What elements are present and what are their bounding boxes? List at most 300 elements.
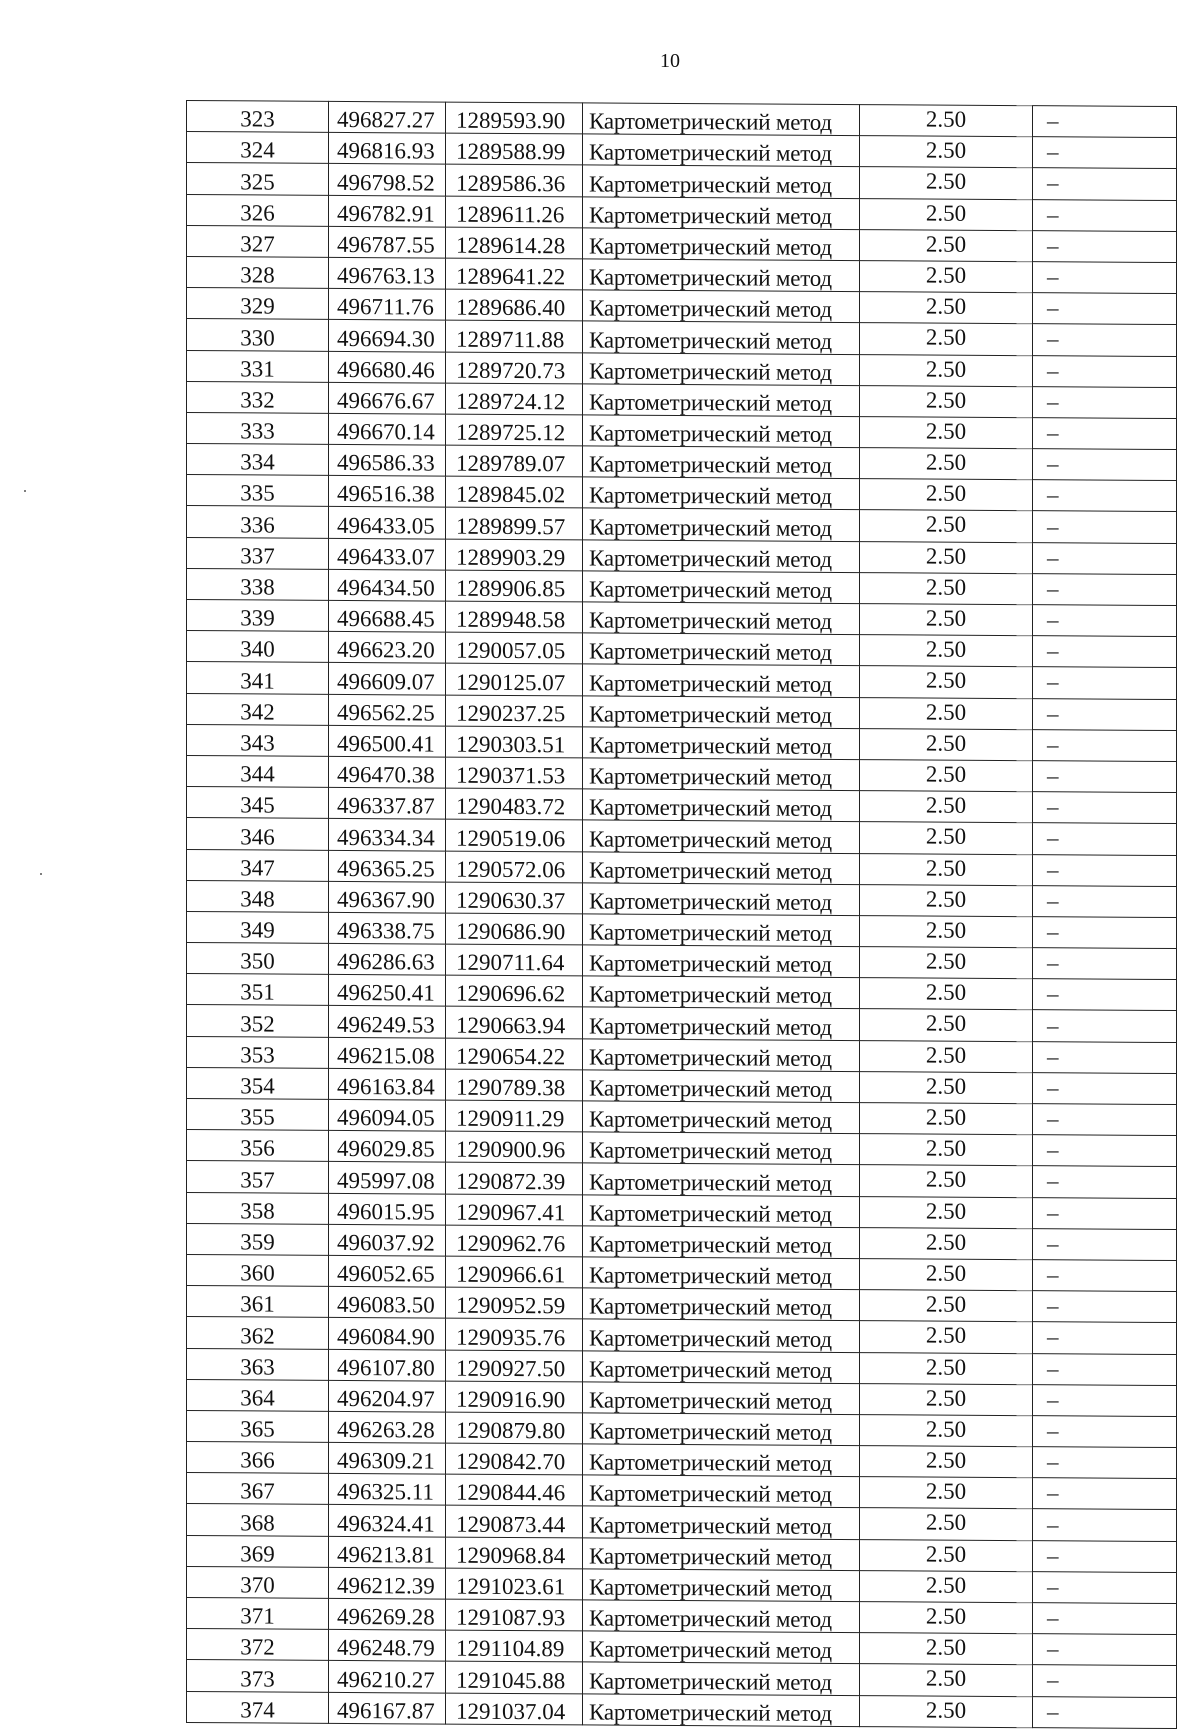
y-coordinate-cell: 1290968.84 xyxy=(446,1537,583,1569)
description-cell: – xyxy=(1033,1634,1177,1666)
x-coordinate-cell: 496167.87 xyxy=(329,1692,446,1724)
y-coordinate-cell: 1290962.76 xyxy=(446,1225,583,1257)
precision-cell: 2.50 xyxy=(860,1477,1033,1509)
precision-cell: 2.50 xyxy=(860,791,1033,823)
description-cell: – xyxy=(1033,761,1177,793)
description-cell: – xyxy=(1033,1384,1177,1416)
table-body xyxy=(187,101,1177,1729)
x-coordinate-cell: 496470.38 xyxy=(329,756,446,788)
point-number-cell: 341 xyxy=(187,662,329,694)
precision-cell: 2.50 xyxy=(860,1352,1033,1384)
x-coordinate-cell: 495997.08 xyxy=(329,1162,446,1194)
x-coordinate-cell: 496286.63 xyxy=(329,943,446,975)
point-number-cell: 329 xyxy=(187,288,329,320)
point-number-cell: 330 xyxy=(187,319,329,351)
x-coordinate-cell: 496816.93 xyxy=(329,133,446,165)
point-number-cell: 370 xyxy=(187,1566,329,1598)
x-coordinate-cell: 496623.20 xyxy=(329,632,446,664)
description-cell: – xyxy=(1033,636,1177,668)
precision-cell: 2.50 xyxy=(860,385,1033,417)
method-cell: Картометрический метод xyxy=(583,1194,860,1227)
precision-cell: 2.50 xyxy=(860,292,1033,324)
method-cell: Картометрический метод xyxy=(583,1600,860,1633)
description-cell: – xyxy=(1033,792,1177,824)
method-cell: Картометрический метод xyxy=(583,1662,860,1695)
precision-cell: 2.50 xyxy=(860,884,1033,916)
y-coordinate-cell: 1289720.73 xyxy=(446,352,583,384)
y-coordinate-cell: 1289789.07 xyxy=(446,445,583,477)
y-coordinate-cell: 1290696.62 xyxy=(446,975,583,1007)
method-cell: Картометрический метод xyxy=(583,1257,860,1290)
y-coordinate-cell: 1290927.50 xyxy=(446,1350,583,1382)
y-coordinate-cell: 1290371.53 xyxy=(446,757,583,789)
y-coordinate-cell: 1290237.25 xyxy=(446,695,583,727)
y-coordinate-cell: 1290966.61 xyxy=(446,1256,583,1288)
point-number-cell: 366 xyxy=(187,1442,329,1474)
precision-cell: 2.50 xyxy=(860,1570,1033,1602)
description-cell: – xyxy=(1033,168,1177,200)
x-coordinate-cell: 496694.30 xyxy=(329,320,446,352)
method-cell: Картометрический метод xyxy=(583,1319,860,1352)
method-cell: Картометрический метод xyxy=(583,1163,860,1196)
precision-cell: 2.50 xyxy=(860,1446,1033,1478)
point-number-cell: 358 xyxy=(187,1192,329,1224)
y-coordinate-cell: 1290572.06 xyxy=(446,851,583,883)
point-number-cell: 355 xyxy=(187,1099,329,1131)
precision-cell: 2.50 xyxy=(860,1508,1033,1540)
y-coordinate-cell: 1290935.76 xyxy=(446,1318,583,1350)
method-cell: Картометрический метод xyxy=(583,851,860,884)
method-cell: Картометрический метод xyxy=(583,259,860,292)
description-cell: – xyxy=(1033,917,1177,949)
y-coordinate-cell: 1290842.70 xyxy=(446,1443,583,1475)
y-coordinate-cell: 1290125.07 xyxy=(446,663,583,695)
x-coordinate-cell: 496204.97 xyxy=(329,1380,446,1412)
precision-cell: 2.50 xyxy=(860,1539,1033,1571)
description-cell: – xyxy=(1033,948,1177,980)
method-cell: Картометрический метод xyxy=(583,165,860,198)
description-cell: – xyxy=(1033,1260,1177,1292)
point-number-cell: 344 xyxy=(187,755,329,787)
point-number-cell: 323 xyxy=(187,101,329,133)
point-number-cell: 327 xyxy=(187,225,329,257)
precision-cell: 2.50 xyxy=(860,416,1033,448)
x-coordinate-cell: 496052.65 xyxy=(329,1255,446,1287)
x-coordinate-cell: 496827.27 xyxy=(329,101,446,133)
point-number-cell: 328 xyxy=(187,256,329,288)
precision-cell: 2.50 xyxy=(860,1695,1033,1727)
precision-cell: 2.50 xyxy=(860,978,1033,1010)
x-coordinate-cell: 496782.91 xyxy=(329,195,446,227)
y-coordinate-cell: 1290873.44 xyxy=(446,1506,583,1538)
point-number-cell: 372 xyxy=(187,1629,329,1661)
point-number-cell: 349 xyxy=(187,911,329,943)
point-number-cell: 365 xyxy=(187,1410,329,1442)
y-coordinate-cell: 1290663.94 xyxy=(446,1007,583,1039)
method-cell: Картометрический метод xyxy=(583,1070,860,1103)
method-cell: Картометрический метод xyxy=(583,1631,860,1664)
method-cell: Картометрический метод xyxy=(583,228,860,261)
description-cell: – xyxy=(1033,293,1177,325)
precision-cell: 2.50 xyxy=(860,1259,1033,1291)
y-coordinate-cell: 1290711.64 xyxy=(446,944,583,976)
precision-cell: 2.50 xyxy=(860,666,1033,698)
description-cell: – xyxy=(1033,1135,1177,1167)
point-number-cell: 373 xyxy=(187,1660,329,1692)
point-number-cell: 361 xyxy=(187,1286,329,1318)
method-cell: Картометрический метод xyxy=(583,1413,860,1446)
precision-cell: 2.50 xyxy=(860,1633,1033,1665)
point-number-cell: 368 xyxy=(187,1504,329,1536)
x-coordinate-cell: 496586.33 xyxy=(329,444,446,476)
description-cell: – xyxy=(1033,542,1177,574)
method-cell: Картометрический метод xyxy=(583,1382,860,1415)
description-cell: – xyxy=(1033,386,1177,418)
point-number-cell: 326 xyxy=(187,194,329,226)
description-cell: – xyxy=(1033,137,1177,169)
x-coordinate-cell: 496609.07 xyxy=(329,663,446,695)
coordinates-table xyxy=(186,100,1177,1729)
method-cell: Картометрический метод xyxy=(583,1101,860,1134)
x-coordinate-cell: 496107.80 xyxy=(329,1349,446,1381)
description-cell: – xyxy=(1033,854,1177,886)
precision-cell: 2.50 xyxy=(860,1103,1033,1135)
y-coordinate-cell: 1289903.29 xyxy=(446,539,583,571)
description-cell: – xyxy=(1033,230,1177,262)
x-coordinate-cell: 496516.38 xyxy=(329,476,446,508)
y-coordinate-cell: 1290879.80 xyxy=(446,1412,583,1444)
method-cell: Картометрический метод xyxy=(583,1039,860,1072)
x-coordinate-cell: 496500.41 xyxy=(329,725,446,757)
x-coordinate-cell: 496433.07 xyxy=(329,538,446,570)
point-number-cell: 354 xyxy=(187,1067,329,1099)
point-number-cell: 371 xyxy=(187,1598,329,1630)
point-number-cell: 360 xyxy=(187,1254,329,1286)
description-cell: – xyxy=(1033,573,1177,605)
method-cell: Картометрический метод xyxy=(583,883,860,916)
description-cell: – xyxy=(1033,355,1177,387)
y-coordinate-cell: 1289724.12 xyxy=(446,383,583,415)
point-number-cell: 363 xyxy=(187,1348,329,1380)
y-coordinate-cell: 1290686.90 xyxy=(446,913,583,945)
y-coordinate-cell: 1289899.57 xyxy=(446,508,583,540)
x-coordinate-cell: 496688.45 xyxy=(329,600,446,632)
method-cell: Картометрический метод xyxy=(583,789,860,822)
description-cell: – xyxy=(1033,698,1177,730)
y-coordinate-cell: 1291104.89 xyxy=(446,1630,583,1662)
point-number-cell: 338 xyxy=(187,568,329,600)
x-coordinate-cell: 496094.05 xyxy=(329,1099,446,1131)
y-coordinate-cell: 1291045.88 xyxy=(446,1661,583,1693)
precision-cell: 2.50 xyxy=(860,1071,1033,1103)
description-cell: – xyxy=(1033,1696,1177,1728)
precision-cell: 2.50 xyxy=(860,1383,1033,1415)
y-coordinate-cell: 1289614.28 xyxy=(446,227,583,259)
description-cell: – xyxy=(1033,106,1177,138)
point-number-cell: 352 xyxy=(187,1005,329,1037)
x-coordinate-cell: 496309.21 xyxy=(329,1442,446,1474)
x-coordinate-cell: 496269.28 xyxy=(329,1598,446,1630)
method-cell: Картометрический метод xyxy=(583,446,860,479)
description-cell: – xyxy=(1033,1166,1177,1198)
precision-cell: 2.50 xyxy=(860,479,1033,511)
scan-speck xyxy=(40,873,42,875)
y-coordinate-cell: 1290900.96 xyxy=(446,1131,583,1163)
precision-cell: 2.50 xyxy=(860,1040,1033,1072)
point-number-cell: 342 xyxy=(187,693,329,725)
y-coordinate-cell: 1289588.99 xyxy=(446,133,583,165)
y-coordinate-cell: 1289948.58 xyxy=(446,601,583,633)
point-number-cell: 343 xyxy=(187,724,329,756)
x-coordinate-cell: 496249.53 xyxy=(329,1006,446,1038)
method-cell: Картометрический метод xyxy=(583,945,860,978)
precision-cell: 2.50 xyxy=(860,1290,1033,1322)
y-coordinate-cell: 1289593.90 xyxy=(446,102,583,134)
point-number-cell: 374 xyxy=(187,1691,329,1723)
x-coordinate-cell: 496029.85 xyxy=(329,1131,446,1163)
point-number-cell: 357 xyxy=(187,1161,329,1193)
x-coordinate-cell: 496676.67 xyxy=(329,382,446,414)
method-cell: Картометрический метод xyxy=(583,1538,860,1571)
x-coordinate-cell: 496210.27 xyxy=(329,1661,446,1693)
x-coordinate-cell: 496083.50 xyxy=(329,1286,446,1318)
x-coordinate-cell: 496213.81 xyxy=(329,1536,446,1568)
page-number: 10 xyxy=(660,50,680,72)
point-number-cell: 345 xyxy=(187,787,329,819)
y-coordinate-cell: 1290844.46 xyxy=(446,1474,583,1506)
precision-cell: 2.50 xyxy=(860,323,1033,355)
x-coordinate-cell: 496562.25 xyxy=(329,694,446,726)
description-cell: – xyxy=(1033,1228,1177,1260)
x-coordinate-cell: 496084.90 xyxy=(329,1318,446,1350)
method-cell: Картометрический метод xyxy=(583,352,860,385)
x-coordinate-cell: 496365.25 xyxy=(329,850,446,882)
point-number-cell: 369 xyxy=(187,1535,329,1567)
point-number-cell: 331 xyxy=(187,350,329,382)
description-cell: – xyxy=(1033,605,1177,637)
point-number-cell: 325 xyxy=(187,163,329,195)
method-cell: Картометрический метод xyxy=(583,914,860,947)
method-cell: Картометрический метод xyxy=(583,758,860,791)
x-coordinate-cell: 496680.46 xyxy=(329,351,446,383)
x-coordinate-cell: 496250.41 xyxy=(329,975,446,1007)
method-cell: Картометрический метод xyxy=(583,727,860,760)
x-coordinate-cell: 496325.11 xyxy=(329,1474,446,1506)
precision-cell: 2.50 xyxy=(860,105,1033,137)
precision-cell: 2.50 xyxy=(860,728,1033,760)
method-cell: Картометрический метод xyxy=(583,664,860,697)
precision-cell: 2.50 xyxy=(860,136,1033,168)
precision-cell: 2.50 xyxy=(860,1009,1033,1041)
x-coordinate-cell: 496334.34 xyxy=(329,819,446,851)
point-number-cell: 364 xyxy=(187,1379,329,1411)
precision-cell: 2.50 xyxy=(860,572,1033,604)
point-number-cell: 346 xyxy=(187,818,329,850)
method-cell: Картометрический метод xyxy=(583,820,860,853)
description-cell: – xyxy=(1033,1478,1177,1510)
point-number-cell: 350 xyxy=(187,943,329,975)
scan-speck xyxy=(24,490,26,492)
method-cell: Картометрический метод xyxy=(583,1693,860,1726)
method-cell: Картометрический метод xyxy=(583,1444,860,1477)
description-cell: – xyxy=(1033,418,1177,450)
description-cell: – xyxy=(1033,667,1177,699)
y-coordinate-cell: 1291037.04 xyxy=(446,1693,583,1725)
method-cell: Картометрический метод xyxy=(583,103,860,136)
description-cell: – xyxy=(1033,1072,1177,1104)
x-coordinate-cell: 496798.52 xyxy=(329,164,446,196)
point-number-cell: 337 xyxy=(187,537,329,569)
method-cell: Картометрический метод xyxy=(583,976,860,1009)
y-coordinate-cell: 1289686.40 xyxy=(446,289,583,321)
point-number-cell: 336 xyxy=(187,506,329,538)
precision-cell: 2.50 xyxy=(860,1602,1033,1634)
description-cell: – xyxy=(1033,823,1177,855)
y-coordinate-cell: 1290483.72 xyxy=(446,788,583,820)
precision-cell: 2.50 xyxy=(860,1321,1033,1353)
x-coordinate-cell: 496212.39 xyxy=(329,1567,446,1599)
precision-cell: 2.50 xyxy=(860,261,1033,293)
description-cell: – xyxy=(1033,1540,1177,1572)
description-cell: – xyxy=(1033,324,1177,356)
x-coordinate-cell: 496670.14 xyxy=(329,413,446,445)
precision-cell: 2.50 xyxy=(860,167,1033,199)
y-coordinate-cell: 1290872.39 xyxy=(446,1162,583,1194)
x-coordinate-cell: 496763.13 xyxy=(329,257,446,289)
point-number-cell: 335 xyxy=(187,475,329,507)
description-cell: – xyxy=(1033,1197,1177,1229)
point-number-cell: 340 xyxy=(187,631,329,663)
description-cell: – xyxy=(1033,1447,1177,1479)
precision-cell: 2.50 xyxy=(860,510,1033,542)
description-cell: – xyxy=(1033,729,1177,761)
precision-cell: 2.50 xyxy=(860,541,1033,573)
method-cell: Картометрический метод xyxy=(583,571,860,604)
description-cell: – xyxy=(1033,979,1177,1011)
y-coordinate-cell: 1289906.85 xyxy=(446,570,583,602)
x-coordinate-cell: 496248.79 xyxy=(329,1630,446,1662)
x-coordinate-cell: 496434.50 xyxy=(329,569,446,601)
precision-cell: 2.50 xyxy=(860,354,1033,386)
y-coordinate-cell: 1290916.90 xyxy=(446,1381,583,1413)
x-coordinate-cell: 496324.41 xyxy=(329,1505,446,1537)
x-coordinate-cell: 496787.55 xyxy=(329,226,446,258)
method-cell: Картометрический метод xyxy=(583,1475,860,1508)
description-cell: – xyxy=(1033,1571,1177,1603)
y-coordinate-cell: 1290952.59 xyxy=(446,1287,583,1319)
description-cell: – xyxy=(1033,1291,1177,1323)
precision-cell: 2.50 xyxy=(860,1134,1033,1166)
point-number-cell: 351 xyxy=(187,974,329,1006)
precision-cell: 2.50 xyxy=(860,1414,1033,1446)
method-cell: Картометрический метод xyxy=(583,1007,860,1040)
precision-cell: 2.50 xyxy=(860,822,1033,854)
point-number-cell: 359 xyxy=(187,1223,329,1255)
point-number-cell: 324 xyxy=(187,132,329,164)
method-cell: Картометрический метод xyxy=(583,1132,860,1165)
method-cell: Картометрический метод xyxy=(583,1569,860,1602)
point-number-cell: 353 xyxy=(187,1036,329,1068)
method-cell: Картометрический метод xyxy=(583,695,860,728)
description-cell: – xyxy=(1033,1603,1177,1635)
y-coordinate-cell: 1290519.06 xyxy=(446,819,583,851)
method-cell: Картометрический метод xyxy=(583,633,860,666)
x-coordinate-cell: 496711.76 xyxy=(329,288,446,320)
description-cell: – xyxy=(1033,1104,1177,1136)
y-coordinate-cell: 1289641.22 xyxy=(446,258,583,290)
method-cell: Картометрический метод xyxy=(583,508,860,541)
x-coordinate-cell: 496433.05 xyxy=(329,507,446,539)
description-cell: – xyxy=(1033,1509,1177,1541)
y-coordinate-cell: 1289711.88 xyxy=(446,320,583,352)
method-cell: Картометрический метод xyxy=(583,415,860,448)
precision-cell: 2.50 xyxy=(860,604,1033,636)
description-cell: – xyxy=(1033,1010,1177,1042)
description-cell: – xyxy=(1033,262,1177,294)
method-cell: Картометрический метод xyxy=(583,1350,860,1383)
precision-cell: 2.50 xyxy=(860,1227,1033,1259)
method-cell: Картометрический метод xyxy=(583,1226,860,1259)
description-cell: – xyxy=(1033,1041,1177,1073)
y-coordinate-cell: 1290630.37 xyxy=(446,882,583,914)
description-cell: – xyxy=(1033,480,1177,512)
x-coordinate-cell: 496263.28 xyxy=(329,1411,446,1443)
description-cell: – xyxy=(1033,1353,1177,1385)
x-coordinate-cell: 496037.92 xyxy=(329,1224,446,1256)
y-coordinate-cell: 1289845.02 xyxy=(446,476,583,508)
point-number-cell: 347 xyxy=(187,849,329,881)
description-cell: – xyxy=(1033,885,1177,917)
method-cell: Картометрический метод xyxy=(583,321,860,354)
y-coordinate-cell: 1290967.41 xyxy=(446,1194,583,1226)
precision-cell: 2.50 xyxy=(860,198,1033,230)
method-cell: Картометрический метод xyxy=(583,477,860,510)
precision-cell: 2.50 xyxy=(860,697,1033,729)
description-cell: – xyxy=(1033,449,1177,481)
description-cell: – xyxy=(1033,1665,1177,1697)
y-coordinate-cell: 1291087.93 xyxy=(446,1599,583,1631)
method-cell: Картометрический метод xyxy=(583,134,860,167)
y-coordinate-cell: 1290911.29 xyxy=(446,1100,583,1132)
y-coordinate-cell: 1290654.22 xyxy=(446,1038,583,1070)
x-coordinate-cell: 496163.84 xyxy=(329,1068,446,1100)
point-number-cell: 356 xyxy=(187,1130,329,1162)
x-coordinate-cell: 496015.95 xyxy=(329,1193,446,1225)
method-cell: Картометрический метод xyxy=(583,196,860,229)
precision-cell: 2.50 xyxy=(860,853,1033,885)
precision-cell: 2.50 xyxy=(860,915,1033,947)
description-cell: – xyxy=(1033,199,1177,231)
precision-cell: 2.50 xyxy=(860,1165,1033,1197)
description-cell: – xyxy=(1033,511,1177,543)
point-number-cell: 339 xyxy=(187,600,329,632)
precision-cell: 2.50 xyxy=(860,760,1033,792)
description-cell: – xyxy=(1033,1322,1177,1354)
point-number-cell: 362 xyxy=(187,1317,329,1349)
y-coordinate-cell: 1289725.12 xyxy=(446,414,583,446)
precision-cell: 2.50 xyxy=(860,229,1033,261)
point-number-cell: 332 xyxy=(187,381,329,413)
y-coordinate-cell: 1291023.61 xyxy=(446,1568,583,1600)
precision-cell: 2.50 xyxy=(860,635,1033,667)
y-coordinate-cell: 1290303.51 xyxy=(446,726,583,758)
x-coordinate-cell: 496215.08 xyxy=(329,1037,446,1069)
x-coordinate-cell: 496337.87 xyxy=(329,787,446,819)
x-coordinate-cell: 496367.90 xyxy=(329,881,446,913)
method-cell: Картометрический метод xyxy=(583,1288,860,1321)
precision-cell: 2.50 xyxy=(860,448,1033,480)
method-cell: Картометрический метод xyxy=(583,540,860,573)
